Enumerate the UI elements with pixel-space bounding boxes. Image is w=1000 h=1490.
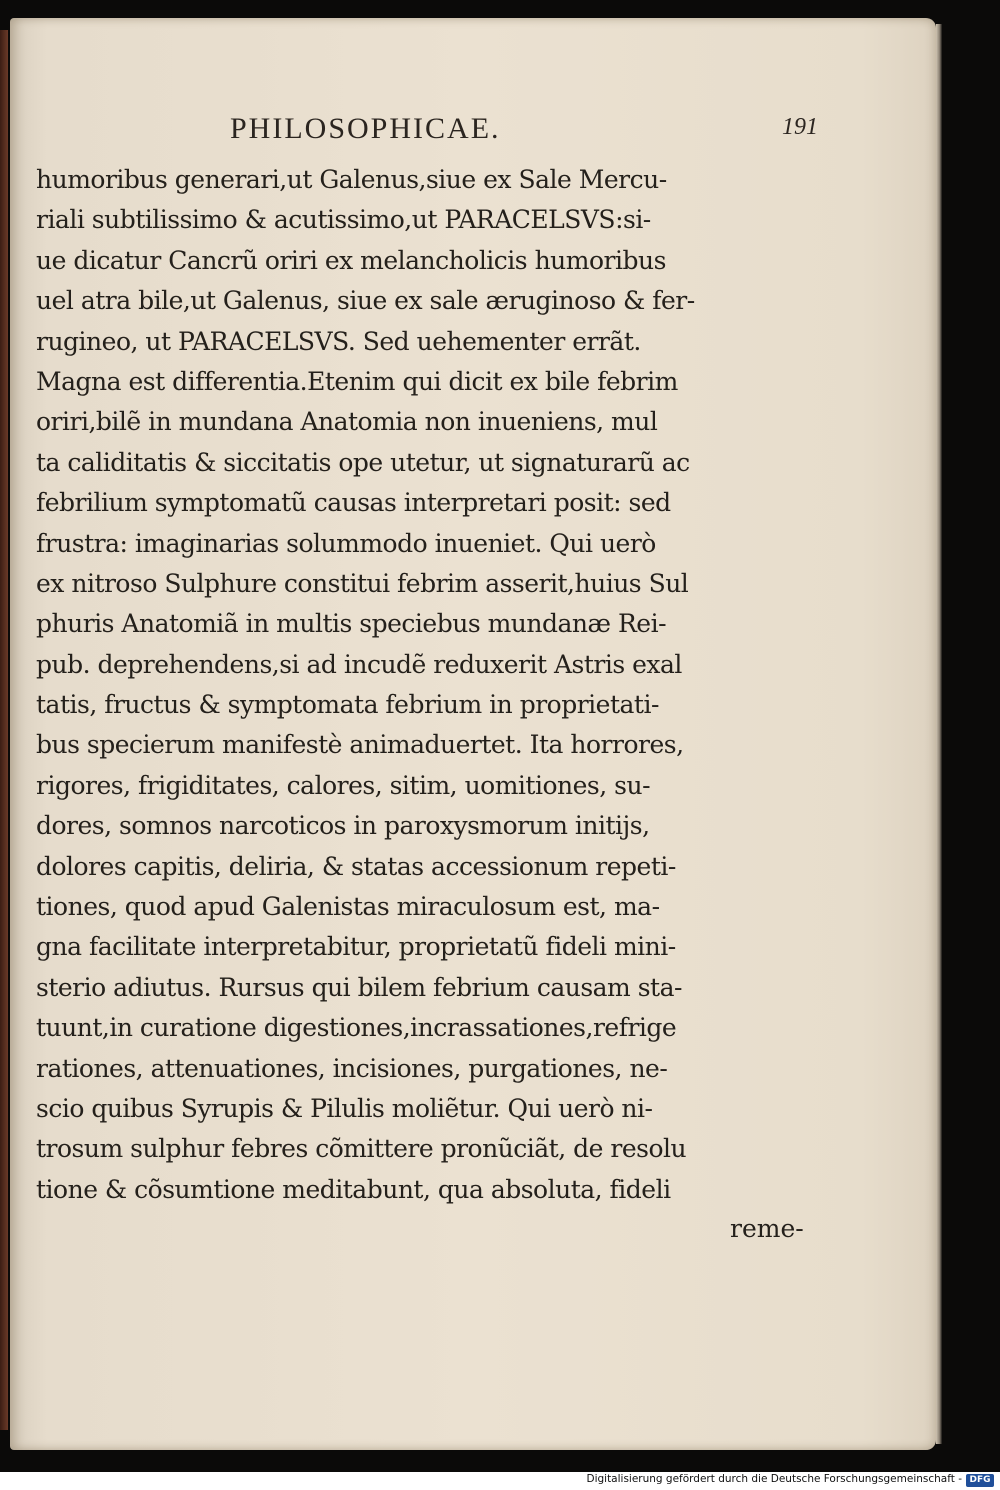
text-line: trosum sulphur febres cõmittere pronũciãt, de resolu	[36, 1134, 687, 1164]
text-line: tione & cõsumtione meditabunt, qua absoluta, fideli	[36, 1174, 671, 1204]
text-line: tuunt,in curatione digestiones,incrassationes,refrige	[36, 1013, 677, 1043]
text-line: sterio adiutus. Rursus qui bilem febrium causam sta-	[36, 972, 682, 1002]
text-line: Magna est differentia.Etenim qui dicit ex bile febrim	[36, 366, 678, 396]
text-line: phuris Anatomiã in multis speciebus mundanæ Rei-	[36, 609, 667, 639]
text-line: ta caliditatis & siccitatis ope utetur, ut signaturarũ ac	[36, 447, 690, 477]
text-line: uel atra bile,ut Galenus, siue ex sale æruginoso & fer-	[36, 286, 695, 316]
book-binding	[0, 30, 8, 1430]
text-line: febrilium symptomatũ causas interpretari posit: sed	[36, 488, 671, 518]
text-line: scio quibus Syrupis & Pilulis moliẽtur. Qui uerò ni-	[36, 1093, 653, 1123]
text-line: tiones, quod apud Galenistas miraculosum est, ma-	[36, 892, 660, 922]
text-line: humoribus generari,ut Galenus,siue ex Sale Mercu-	[36, 165, 667, 194]
text-line: rigores, frigiditates, calores, sitim, uomitiones, su-	[36, 770, 651, 800]
text-line: rugineo, ut PARACELSVS. Sed uehementer errãt.	[36, 326, 641, 356]
running-head-title: PHILOSOPHICAE.	[230, 112, 501, 145]
running-head	[0, 112, 936, 152]
page-number: 191	[782, 114, 818, 140]
text-line: ex nitroso Sulphure constitui febrim asserit,huius Sul	[36, 568, 689, 598]
text-line: tatis, fructus & symptomata febrium in proprietati-	[36, 690, 659, 720]
text-line: dolores capitis, deliria, & statas accessionum repeti-	[36, 851, 676, 881]
text-line: ue dicatur Cancrũ oriri ex melancholicis humoribus	[36, 245, 666, 275]
text-line: rationes, attenuationes, incisiones, purgationes, ne-	[36, 1053, 668, 1083]
text-line: frustra: imaginarias solummodo inueniet. Qui uerò	[36, 528, 656, 558]
footer	[0, 1472, 1000, 1490]
catchword: reme-	[730, 1214, 804, 1243]
text-line: oriri,bilẽ in mundana Anatomia non inueniens, mul	[36, 407, 658, 437]
page-edge	[936, 24, 942, 1444]
text-line: dores, somnos narcoticos in paroxysmorum initijs,	[36, 811, 650, 841]
dfg-logo: DFG	[966, 1474, 994, 1487]
funding-credit: Digitalisierung gefördert durch die Deutsche Forschungsgemeinschaft -	[586, 1473, 962, 1485]
text-line: gna facilitate interpretabitur, proprietatũ fideli mini-	[36, 932, 676, 962]
text-line: pub. deprehendens,si ad incudẽ reduxerit Astris exal	[36, 649, 682, 679]
body-text	[36, 160, 826, 1210]
text-line: riali subtilissimo & acutissimo,ut PARACELSVS:si-	[36, 205, 651, 235]
text-line: bus specierum manifestè animaduertet. Ita horrores,	[36, 730, 684, 760]
